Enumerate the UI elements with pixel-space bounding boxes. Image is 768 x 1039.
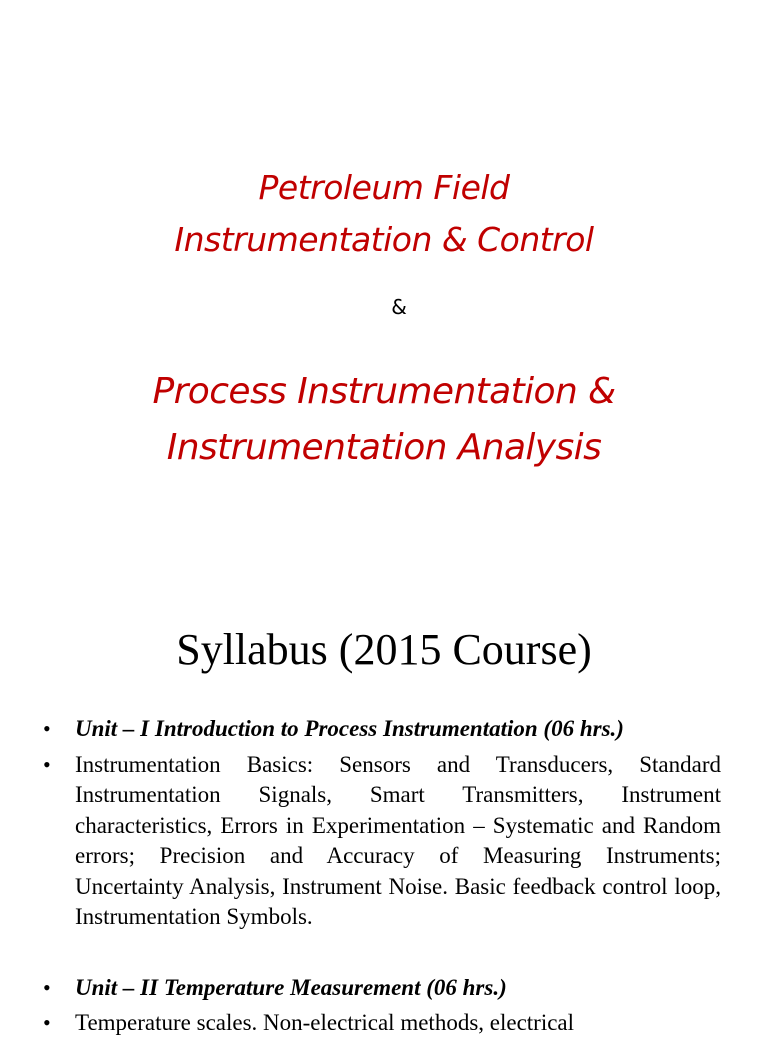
- cover-title: [0, 162, 768, 266]
- list-item: [0, 1008, 768, 1039]
- cover-title-line-1: Petroleum Field: [258, 168, 510, 207]
- bullet-icon: •: [43, 974, 51, 1000]
- cover-title-line-2: Instrumentation & Control: [174, 220, 594, 259]
- syllabus-title: Syllabus (2015 Course): [176, 625, 592, 674]
- cover-subtitle-line-2: Instrumentation Analysis: [166, 427, 602, 468]
- list-item: [0, 750, 768, 933]
- cover-ampersand: &: [391, 295, 407, 319]
- cover-subtitle-line-1: Process Instrumentation &: [152, 371, 616, 412]
- bullet-icon: •: [43, 751, 51, 777]
- bullet-icon: •: [43, 1010, 51, 1035]
- list-item: [0, 714, 768, 745]
- syllabus-slide: [0, 600, 768, 1035]
- list-item: [0, 973, 768, 1004]
- unit-heading: Unit – II Temperature Measurement (06 hrs.): [75, 974, 507, 1000]
- unit-description: Instrumentation Basics: Sensors and Transducers, Standard Instrumentation Signals, Smart Transmitters, Instrument characteristics, Errors in Experimentation – Systematic and Random errors; Precision and Accuracy of Measuring Instruments; Uncertainty Analysis, Instrument Noise. Basic feedback control loop, Instrumentation Symbols.: [75, 751, 721, 929]
- bullet-icon: •: [43, 716, 51, 741]
- spacer: [0, 933, 768, 973]
- unit-description: Temperature scales. Non-electrical methods, electrical: [75, 1010, 575, 1035]
- unit-heading: Unit – I Introduction to Process Instrumentation (06 hrs.): [75, 716, 624, 741]
- cover-subtitle: [0, 364, 768, 476]
- syllabus-list: [0, 714, 768, 1039]
